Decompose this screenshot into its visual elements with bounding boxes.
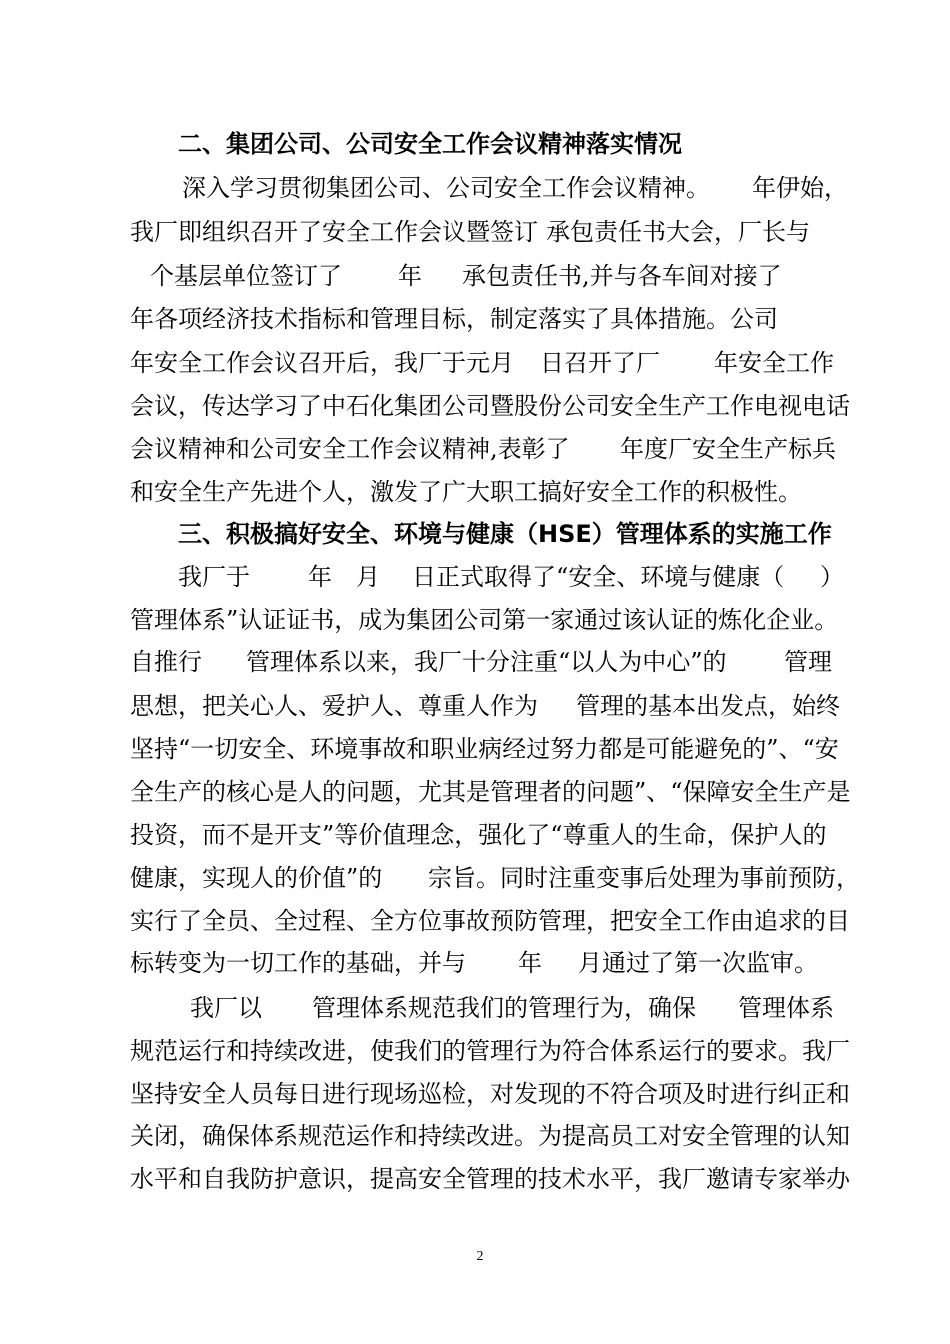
- text-segment: 深入学习贯彻集团公司、公司安全工作会议精神。: [182, 174, 710, 202]
- paragraph-line: [0, 1072, 950, 1116]
- text-segment: 管理体系”认证证书，成为集团公司第一家通过该认证的炼化企业。: [130, 606, 839, 634]
- text-segment: 年各项经济技术指标和管理目标，制定落实了具体措施。公司: [130, 305, 778, 333]
- page-number: 2: [476, 1249, 484, 1264]
- paragraph-line: [0, 341, 950, 385]
- paragraph-line: [0, 427, 950, 471]
- text-segment: 自推行: [130, 648, 202, 676]
- text-segment: 二、集团公司、公司安全工作会议精神落实情况: [178, 130, 682, 158]
- text-segment: 管理体系以来，我厂十分注重“以人为中心”的: [246, 648, 727, 676]
- paragraph-line: [0, 254, 950, 298]
- paragraph-line: [0, 384, 950, 428]
- paragraph-line: [0, 727, 950, 771]
- section-heading-3: [0, 512, 950, 556]
- paragraph-line: [0, 813, 950, 857]
- text-segment: 管理体系: [738, 994, 834, 1022]
- text-segment: 年: [398, 262, 422, 290]
- text-segment: 实行了全员、全过程、全方位事故预防管理，把安全工作由追求的目: [130, 907, 850, 935]
- text-segment: 坚持“一切安全、环境事故和职业病经过努力都是可能避免的”、“安: [130, 735, 839, 763]
- section-heading-2: [0, 122, 950, 166]
- text-segment: 年: [308, 563, 332, 591]
- text-segment: 月: [356, 563, 380, 591]
- paragraph-line: [0, 986, 950, 1030]
- text-segment: 会议精神和公司安全工作会议精神,表彰了: [130, 435, 570, 463]
- text-segment: 年安全工作会议召开后，我厂于元月: [130, 349, 514, 377]
- text-segment: 年度厂安全生产标兵: [620, 435, 836, 463]
- text-segment: 思想，把关心人、爱护人、尊重人作为: [130, 692, 538, 720]
- text-segment: 和安全生产先进个人，激发了广大职工搞好安全工作的积极性。: [130, 478, 802, 506]
- paragraph-line: [0, 166, 950, 210]
- text-segment: 全生产的核心是人的问题，尤其是管理者的问题”、“保障安全生产是: [130, 778, 851, 806]
- paragraph-line: [0, 640, 950, 684]
- paragraph-line: [0, 1157, 950, 1201]
- text-segment: ）: [820, 563, 844, 591]
- paragraph-line: [0, 941, 950, 985]
- paragraph-line: [0, 1029, 950, 1073]
- text-segment: 投资，而不是开支”等价值理念，强化了“尊重人的生命，保护人的: [130, 821, 827, 849]
- text-segment: 我厂以: [190, 994, 262, 1022]
- paragraph-line: [0, 856, 950, 900]
- text-segment: 会议，传达学习了中石化集团公司暨股份公司安全生产工作电视电话: [130, 392, 850, 420]
- text-segment: 个基层单位签订了: [150, 262, 342, 290]
- text-segment: 年: [518, 949, 542, 977]
- text-segment: 规范运行和持续改进，使我们的管理行为符合体系运行的要求。我厂: [130, 1037, 850, 1065]
- paragraph-line: [0, 770, 950, 814]
- text-segment: 管理的基本出发点，始终: [576, 692, 840, 720]
- text-segment: 关闭，确保体系规范运作和持续改进。为提高员工对安全管理的认知: [130, 1122, 850, 1150]
- paragraph-line: [0, 684, 950, 728]
- text-segment: 我厂即组织召开了安全工作会议暨签订: [130, 218, 538, 246]
- text-segment: 三、积极搞好安全、环境与健康（HSE）管理体系的实施工作: [178, 520, 832, 548]
- text-segment: 承包责任书,并与各车间对接了: [462, 262, 782, 290]
- paragraph-line: [0, 555, 950, 599]
- text-segment: 坚持安全人员每日进行现场巡检，对发现的不符合项及时进行纠正和: [130, 1080, 850, 1108]
- text-segment: 月通过了第一次监审。: [578, 949, 818, 977]
- text-segment: 标转变为一切工作的基础，并与: [130, 949, 466, 977]
- text-segment: 管理体系规范我们的管理行为，确保: [312, 994, 696, 1022]
- paragraph-line: [0, 210, 950, 254]
- text-segment: 健康，实现人的价值”的: [130, 864, 383, 892]
- text-segment: 日正式取得了“安全、环境与健康（: [412, 563, 785, 591]
- paragraph-line: [0, 1114, 950, 1158]
- text-segment: 管理: [784, 648, 832, 676]
- paragraph-line: [0, 598, 950, 642]
- paragraph-line: [0, 899, 950, 943]
- paragraph-line: [0, 470, 950, 514]
- text-segment: 宗旨。同时注重变事后处理为事前预防，: [428, 864, 860, 892]
- text-segment: 年伊始，: [752, 174, 848, 202]
- text-segment: 我厂于: [178, 563, 250, 591]
- paragraph-line: [0, 297, 950, 341]
- text-segment: 承包责任书大会，厂长与: [546, 218, 810, 246]
- text-segment: 年安全工作: [714, 349, 834, 377]
- text-segment: 水平和自我防护意识，提高安全管理的技术水平，我厂邀请专家举办: [130, 1165, 850, 1193]
- text-segment: 日召开了厂: [540, 349, 660, 377]
